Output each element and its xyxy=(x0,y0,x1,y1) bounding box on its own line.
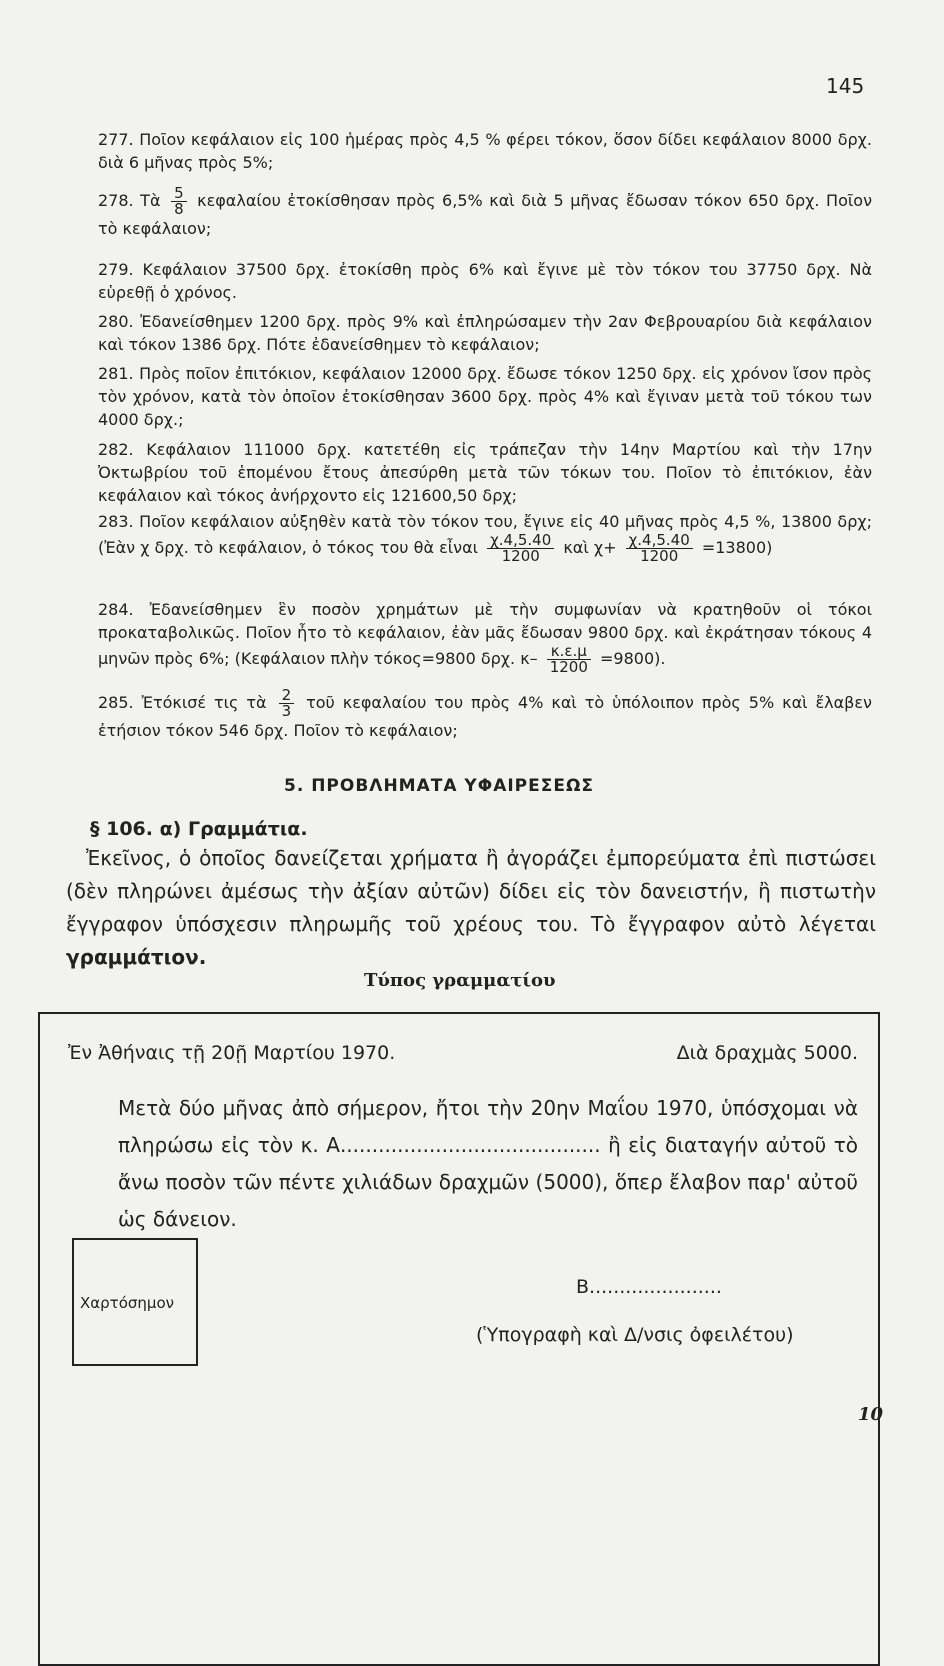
problem-281: 281. Πρὸς ποῖον ἐπιτόκιον, κεφάλαιον 12000 δρχ. ἔδωσε τόκον 1250 δρχ. εἰς χρόνον ἴσον πρὸς τὸν χρόνον, κατὰ τὸν ὁποῖον ἐτοκίσθησαν 3600 δρχ. πρὸς 4% καὶ ἔγιναν μετὰ τοῦ τόκου των 4000 δρχ.; xyxy=(98,364,872,429)
definition-paragraph: Ἐκεῖνος, ὁ ὁποῖος δανείζεται χρήματα ἢ ἀγοράζει ἐμπορεύματα ἐπὶ πιστώσει (δὲν πληρώνει ἀμέσως τὴν ἀξίαν αὐτῶν) δίδει εἰς τὸν δανειστήν, ἢ πιστωτὴν ἔγγραφον ὑπόσχεσιν πληρωμῆς τοῦ χρέους του. Τὸ ἔγγραφον αὐτὸ λέγεται γραμμάτιον. xyxy=(66,846,876,969)
page-number: 145 xyxy=(826,74,865,98)
problem-278: 278. Τὰ $\frac{5}{8}$ κεφαλαίου ἐτοκίσθησαν πρὸς 6,5% καὶ διὰ 5 μῆνας ἔδωσαν τόκον 650 δρχ. Ποῖον τὸ κεφάλαιον; xyxy=(98,184,873,238)
stamp-label: Χαρτόσημον xyxy=(80,1294,175,1312)
fraction-interest: $\frac{\chi.4,5.40}{1200}$ xyxy=(487,533,554,564)
fraction-kem: $\frac{\kappa.\varepsilon.\mu}{1200}$ xyxy=(547,644,591,675)
note-body: Μετὰ δύο μῆνας ἀπὸ σήμερον, ἤτοι τὴν 20ην Μαΐου 1970, ὑπόσχομαι νὰ πληρώσω εἰς τὸν κ. Α......................................... ἢ εἰς διαταγήν αὐτοῦ τὸ ἄνω ποσὸν τῶν πέντε χιλιάδων δραχμῶν (5000), ὅπερ ἔλαβον παρ' αὐτοῦ ὡς δάνειον. xyxy=(118,1096,858,1231)
note-amount: Διὰ δραχμὰς 5000. xyxy=(676,1042,858,1064)
promissory-note-box xyxy=(38,1012,880,1666)
signature-caption: (Ὑπογραφὴ καὶ Δ/νσις ὀφειλέτου) xyxy=(476,1324,794,1346)
problem-284: 284. Ἐδανείσθημεν ἓν ποσὸν χρημάτων μὲ τὴν συμφωνίαν νὰ κρατηθοῦν οἱ τόκοι προκαταβολικῶς. Ποῖον ἦτο τὸ κεφάλαιον, ἐὰν μᾶς ἔδωσαν 9800 δρχ. καὶ ἐκράτησαν τόκους 4 μηνῶν πρὸς 6%; (Κεφάλαιον πλὴν τόκος=9800 δρχ. κ– $\frac{\kappa.\varepsilon.\mu}{1200}$ =9800). xyxy=(98,600,872,676)
definition-term: γραμμάτιον. xyxy=(66,945,207,969)
problem-283: 283. Ποῖον κεφάλαιον αὐξηθὲν κατὰ τὸν τόκον του, ἔγινε εἰς 40 μῆνας πρὸς 4,5 %, 13800 δρχ; (Ἐὰν χ δρχ. τὸ κεφάλαιον, ὁ τόκος του θὰ εἶναι $\frac{\chi.4,5.40}{1200}$ καὶ χ+ $\frac{\chi.4,5.40}{1200}$ =13800) xyxy=(98,512,872,565)
problem-279: 279. Κεφάλαιον 37500 δρχ. ἐτοκίσθη πρὸς 6% καὶ ἔγινε μὲ τὸν τόκον του 37750 δρχ. Νὰ εὑρεθῇ ὁ χρόνος. xyxy=(98,260,872,302)
subsection-title: § 106. α) Γραμμάτια. xyxy=(90,818,308,840)
note-place-date: Ἐν Ἀθήναις τῇ 20ῇ Μαρτίου 1970. xyxy=(68,1042,396,1064)
problem-277: 277. Ποῖον κεφάλαιον εἰς 100 ἡμέρας πρὸς 4,5 % φέρει τόκον, ὅσον δίδει κεφάλαιον 8000 δρχ. διὰ 6 μῆνας πρὸς 5%; xyxy=(98,130,872,172)
problem-282: 282. Κεφάλαιον 111000 δρχ. κατετέθη εἰς τράπεζαν τὴν 14ην Μαρτίου καὶ τὴν 17ην Ὀκτωβρίου τοῦ ἑπομένου ἔτους ἀπεσύρθη μετὰ τῶν τόκων του. Ποῖον τὸ ἐπιτόκιον, ἐὰν κεφάλαιον καὶ τόκος ἀνήρχοντο εἰς 121600,50 δρχ; xyxy=(98,440,872,505)
signature-line: Β...................... xyxy=(576,1276,722,1298)
note-title: Τύπος γραμματίου xyxy=(364,970,556,991)
fraction-5-8: $\frac{5}{8}$ xyxy=(171,186,187,217)
stamp-box xyxy=(72,1238,198,1366)
folio-number: 10 xyxy=(858,1404,884,1425)
section-heading: 5. ΠΡΟΒΛΗΜΑΤΑ ΥΦΑΙΡΕΣΕΩΣ xyxy=(284,776,595,796)
problem-280: 280. Ἐδανείσθημεν 1200 δρχ. πρὸς 9% καὶ ἐπληρώσαμεν τὴν 2αν Φεβρουαρίου διὰ κεφάλαιον καὶ τόκον 1386 δρχ. Πότε ἐδανείσθημεν τὸ κεφάλαιον; xyxy=(98,312,872,354)
fraction-2-3: $\frac{2}{3}$ xyxy=(279,688,295,719)
fraction-interest-2: $\frac{\chi.4,5.40}{1200}$ xyxy=(626,533,693,564)
problem-285: 285. Ἐτόκισέ τις τὰ $\frac{2}{3}$ τοῦ κεφαλαίου του πρὸς 4% καὶ τὸ ὑπόλοιπον πρὸς 5% καὶ ἔλαβεν ἐτήσιον τόκον 546 δρχ. Ποῖον τὸ κεφάλαιον; xyxy=(98,686,872,740)
